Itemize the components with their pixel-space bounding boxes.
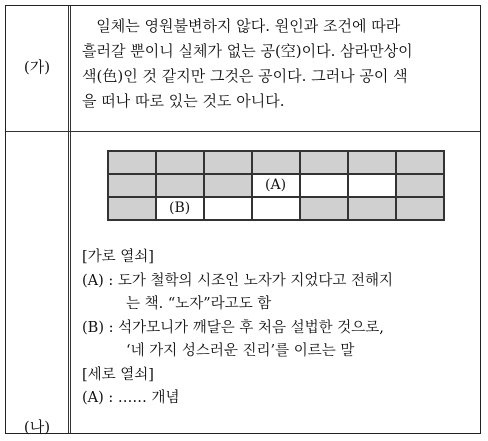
- problem-table: [5, 5, 481, 434]
- grid-cell: [156, 174, 204, 197]
- passage-text: [82, 14, 472, 114]
- grid-cell: [348, 197, 396, 220]
- grid-cell-answer: [348, 174, 396, 197]
- passage-line: 흘러갈 뿐이니 실체가 없는 공(空)이다. 삼라만상이: [82, 42, 413, 60]
- clue-a-across: (A) : 도가 철학의 시조인 노자가 지었다고 전해지: [82, 272, 394, 289]
- clue-b-across: (B) : 석가모니가 깨달은 후 처음 설법한 것으로,: [82, 319, 384, 336]
- grid-cell: [300, 197, 348, 220]
- grid-cell-answer: [252, 197, 300, 220]
- clue-b-across-cont: ‘네 가지 성스러운 진리’를 이르는 말: [126, 343, 355, 359]
- grid-cell: [156, 151, 204, 174]
- crossword-grid: [107, 150, 445, 221]
- grid-cell: [108, 151, 156, 174]
- grid-cell: [348, 151, 396, 174]
- row-ga: [6, 6, 480, 132]
- grid-cell-answer: [252, 174, 300, 197]
- row-na: [6, 132, 480, 436]
- grid-cell: [300, 151, 348, 174]
- grid-cell-answer: [204, 197, 252, 220]
- grid-cell-answer: [300, 174, 348, 197]
- grid-mark-b: (B): [169, 200, 191, 216]
- grid-cell: [108, 174, 156, 197]
- row-label-ga: (가): [23, 58, 51, 76]
- grid-cell-answer: [156, 197, 204, 220]
- crossword-clues: [82, 246, 478, 411]
- down-heading: [세로 열쇠]: [82, 366, 154, 383]
- grid-cell: [396, 174, 444, 197]
- clue-a-across-cont: 는 책. “노자”라고도 함: [126, 296, 272, 312]
- grid-cell: [396, 197, 444, 220]
- grid-cell: [252, 151, 300, 174]
- grid-cell: [108, 197, 156, 220]
- grid-cell: [204, 174, 252, 197]
- grid-mark-a: (A): [265, 177, 287, 193]
- row-label-na: (나): [23, 418, 51, 436]
- clue-a-down: (A) : …… 개념: [82, 390, 180, 406]
- grid-cell: [204, 151, 252, 174]
- passage-line: 을 떠나 따로 있는 것도 아니다.: [82, 92, 285, 110]
- passage-line: 색(色)인 것 같지만 그것은 공이다. 그러나 공이 색: [82, 67, 408, 85]
- across-heading: [가로 열쇠]: [82, 249, 154, 265]
- grid-cell: [396, 151, 444, 174]
- passage-line: 일체는 영원불변하지 않다. 원인과 조건에 따라: [82, 17, 401, 35]
